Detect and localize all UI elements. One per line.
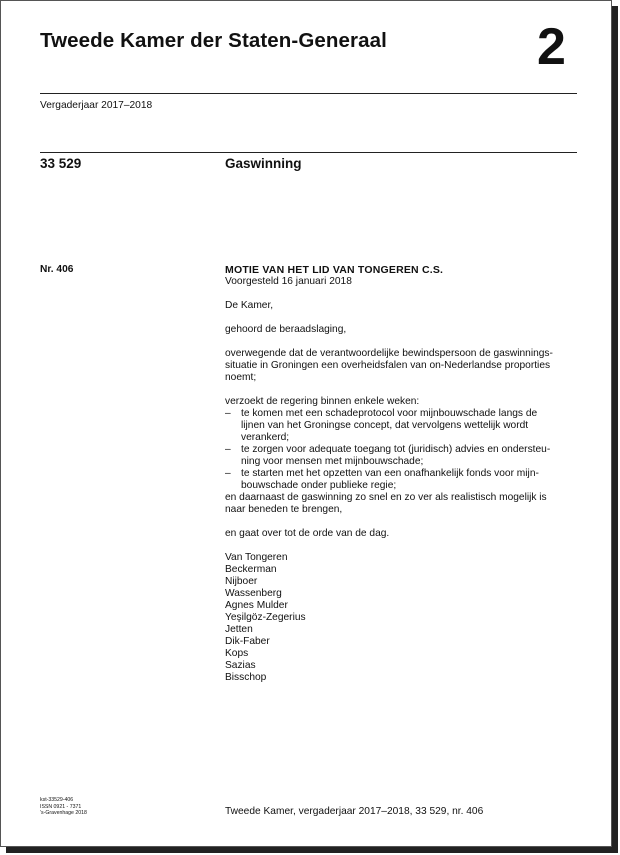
- motion-number: Nr. 406: [40, 264, 74, 275]
- signatory-name: Kops: [225, 648, 249, 659]
- motion-requests-intro: verzoekt de regering binnen enkele weken:: [225, 396, 420, 407]
- motion-proposed-date: Voorgesteld 16 januari 2018: [225, 276, 352, 287]
- colophon-line: ’s-Gravenhage 2018: [40, 810, 87, 816]
- motion-heard: gehoord de beraadslaging,: [225, 324, 347, 335]
- motion-body: [225, 264, 585, 684]
- dash-bullet: –: [225, 468, 231, 479]
- signatory-name: Dik-Faber: [225, 636, 270, 647]
- request-item: [225, 468, 585, 492]
- dash-bullet: –: [225, 444, 231, 455]
- colophon-line: ISSN 0921 - 7371: [40, 803, 82, 810]
- colophon: [40, 797, 87, 817]
- request-line: ning voor mensen met mijnbouwschade;: [241, 456, 424, 467]
- considering-line: situatie in Groningen een overheidsfalen van on-Nederlandse proporties: [225, 360, 551, 371]
- signatory-name: Yeşilgöz-Zegerius: [225, 612, 306, 623]
- signatory-name: Jetten: [225, 624, 253, 635]
- footer-citation: Tweede Kamer, vergaderjaar 2017–2018, 33 529, nr. 406: [225, 806, 484, 817]
- request-line: verankerd;: [241, 432, 290, 443]
- request-item: [225, 408, 585, 444]
- signatory-name: Wassenberg: [225, 588, 282, 599]
- furthermore-line: naar beneden te brengen,: [225, 504, 343, 515]
- signatory-name: Nijboer: [225, 576, 258, 587]
- motion-considering: [225, 348, 585, 384]
- dossier-rule: [40, 152, 577, 153]
- signatory-name: Van Tongeren: [225, 552, 288, 563]
- signatory-name: Agnes Mulder: [225, 600, 288, 611]
- motion-title: MOTIE VAN HET LID VAN TONGEREN C.S.: [225, 264, 444, 276]
- header-rule: [40, 93, 577, 94]
- signatory-list: [225, 552, 585, 684]
- request-line: te starten met het opzetten van een onafhankelijk fonds voor mijn-: [241, 468, 539, 479]
- dossier-number: 33 529: [40, 156, 82, 171]
- signatory-name: Beckerman: [225, 564, 277, 575]
- request-line: bouwschade onder publieke regie;: [241, 480, 397, 491]
- furthermore-line: en daarnaast de gaswinning zo snel en zo ver als realistisch mogelijk is: [225, 492, 547, 503]
- considering-line: overwegende dat de verantwoordelijke bewindspersoon de gaswinnings-: [225, 348, 553, 359]
- colophon-line: kst-33529-406: [40, 797, 74, 803]
- organization-title: Tweede Kamer der Staten-Generaal: [40, 29, 387, 52]
- page-shadow-right: [612, 6, 618, 853]
- request-line: te komen met een schadeprotocol voor mijnbouwschade langs de: [241, 408, 538, 419]
- request-line: lijnen van het Groningse concept, dat vervolgens wettelijk wordt: [241, 420, 529, 431]
- motion-closing: en gaat over tot de orde van de dag.: [225, 528, 390, 539]
- dossier-title: Gaswinning: [225, 156, 302, 171]
- request-item: [225, 444, 585, 468]
- signatory-name: Bisschop: [225, 672, 267, 683]
- dash-bullet: –: [225, 408, 231, 419]
- session-year: Vergaderjaar 2017–2018: [40, 100, 153, 111]
- page-shadow-bottom: [6, 847, 618, 853]
- motion-furthermore: [225, 492, 585, 516]
- motion-salutation: De Kamer,: [225, 300, 274, 311]
- request-line: te zorgen voor adequate toegang tot (juridisch) advies en ondersteu-: [241, 444, 551, 455]
- signatory-name: Sazias: [225, 660, 256, 671]
- considering-line: noemt;: [225, 372, 257, 383]
- document-number: 2: [537, 18, 566, 76]
